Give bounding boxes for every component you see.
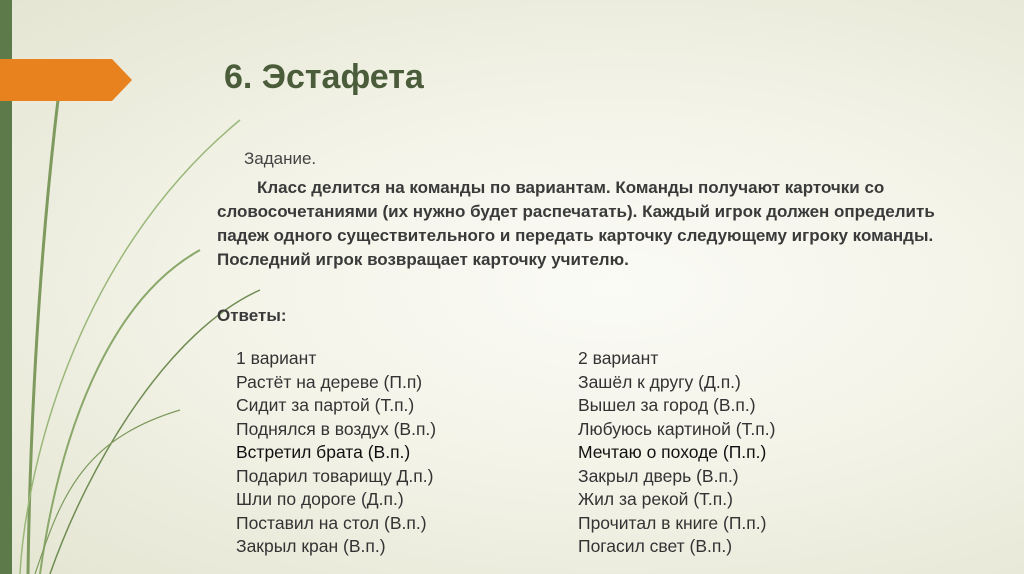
list-item: Поднялся в воздух (В.п.) bbox=[236, 418, 437, 439]
list-item: Жил за рекой (Т.п.) bbox=[578, 489, 733, 509]
list-item: Шли по дороге (Д.п.) bbox=[236, 489, 404, 509]
list-item: Любуюсь картиной (Т.п.) bbox=[578, 418, 776, 439]
list-item: Растёт на дереве (П.п) bbox=[236, 371, 423, 392]
list-item: Прочитал в книге (П.п.) bbox=[578, 512, 767, 533]
list-item: Зашёл к другу (Д.п.) bbox=[578, 371, 741, 392]
list-item: Вышел за город (В.п.) bbox=[578, 395, 756, 415]
list-item: Встретил брата (В.п.) bbox=[236, 442, 411, 462]
list-item: Погасил свет (В.п.) bbox=[578, 536, 733, 556]
list-item: Подарил товарищу Д.п.) bbox=[236, 465, 434, 486]
list-item: Поставил на стол (В.п.) bbox=[236, 512, 427, 533]
variant-2-list bbox=[578, 347, 775, 559]
task-description: Класс делится на команды по вариантам. Команды получают карточки со словосочетаниями (их нужно будет распечатать). Каждый игрок должен определить падеж одного существительного и передать карточку следующему игроку команды. Последний игрок возвращает карточку учителю. bbox=[217, 178, 935, 269]
list-item: Закрыл дверь (В.п.) bbox=[578, 465, 739, 486]
variant-2-heading: 2 вариант bbox=[578, 348, 659, 368]
answers-label: Ответы: bbox=[217, 306, 287, 325]
list-item: Закрыл кран (В.п.) bbox=[236, 536, 386, 556]
slide-title: 6. Эстафета bbox=[224, 58, 424, 96]
title-arrow-tab bbox=[0, 59, 132, 101]
task-label: Задание. bbox=[244, 149, 317, 168]
variant-1-list bbox=[236, 347, 436, 559]
list-item: Мечтаю о походе (П.п.) bbox=[578, 442, 767, 462]
variant-1-heading: 1 вариант bbox=[236, 348, 317, 368]
list-item: Сидит за партой (Т.п.) bbox=[236, 395, 415, 415]
